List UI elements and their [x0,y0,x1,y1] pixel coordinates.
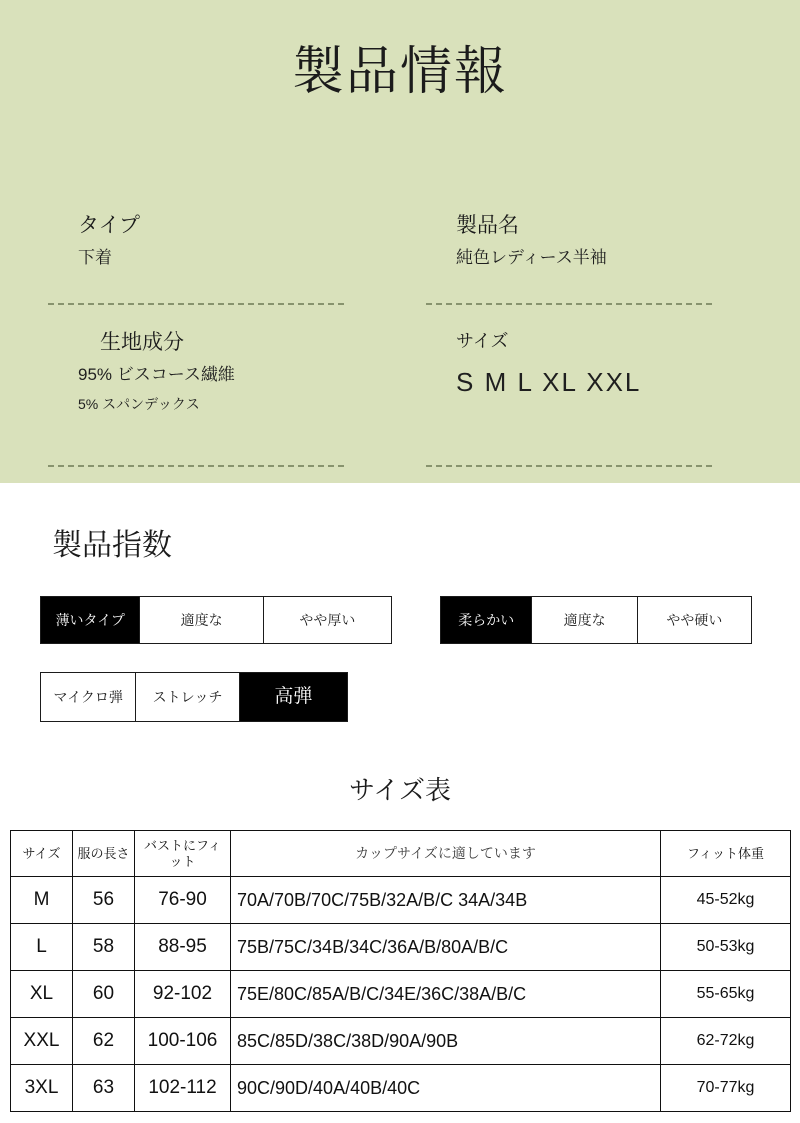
page-title: 製品情報 [291,43,508,101]
elasticity-option-micro[interactable]: マイクロ弾 [41,673,136,721]
cell-cup: 75E/80C/85A/B/C/34E/36C/38A/B/C [231,971,661,1018]
softness-option-hard[interactable]: やや硬い [666,611,723,628]
info-value-name: 純色レディース半袖 [456,248,607,268]
softness-option-moderate[interactable]: 適度な [532,597,637,643]
thickness-option-moderate[interactable]: 適度な [140,597,263,643]
divider-left-2 [48,465,344,467]
info-block-type [78,213,378,270]
product-index-title: 製品指数 [52,529,172,562]
cell-length: 60 [73,971,135,1018]
cell-length: 56 [73,877,135,924]
cell-weight: 70-77kg [661,1065,791,1112]
cell-size: L [11,924,73,971]
thickness-option-thick[interactable]: やや厚い [299,611,356,628]
softness-meter [440,596,752,644]
cell-cup: 90C/90D/40A/40B/40C [231,1065,661,1112]
info-value-fabric-1: 95% ビスコース繊維 [78,365,235,385]
info-label-fabric: 生地成分 [100,331,184,354]
table-row [11,924,791,971]
info-block-size [456,330,756,400]
cell-size: XXL [11,1018,73,1065]
cell-cup: 75B/75C/34B/34C/36A/B/80A/B/C [231,924,661,971]
cell-size: XL [11,971,73,1018]
cell-size: 3XL [11,1065,73,1112]
header-bust: バストにフィット [135,831,231,877]
cell-weight: 50-53kg [661,924,791,971]
info-block-fabric [78,330,400,414]
cell-weight: 62-72kg [661,1018,791,1065]
info-value-type: 下着 [78,248,112,268]
elasticity-option-stretch[interactable]: ストレッチ [136,673,239,721]
elasticity-option-high[interactable]: 高弾 [240,673,347,721]
cell-cup: 85C/85D/38C/38D/90A/90B [231,1018,661,1065]
cell-bust: 92-102 [135,971,231,1018]
cell-bust: 76-90 [135,877,231,924]
info-block-name [456,213,756,270]
divider-left-1 [48,303,344,305]
cell-length: 62 [73,1018,135,1065]
table-row [11,1065,791,1112]
cell-size: M [11,877,73,924]
table-row [11,1018,791,1065]
elasticity-meter [40,672,348,722]
divider-right-2 [426,465,712,467]
cell-bust: 100-106 [135,1018,231,1065]
softness-option-soft[interactable]: 柔らかい [441,597,532,643]
thickness-meter [40,596,392,644]
info-value-fabric-2: 5% スパンデックス [78,396,200,413]
cell-bust: 88-95 [135,924,231,971]
header-length: 服の長さ [73,831,135,877]
table-row [11,971,791,1018]
header-cup: カップサイズに適しています [231,831,661,877]
cell-length: 58 [73,924,135,971]
product-info-panel [0,0,800,483]
info-label-type: タイプ [78,214,140,237]
thickness-option-thin[interactable]: 薄いタイプ [41,597,140,643]
divider-right-1 [426,303,712,305]
cell-length: 63 [73,1065,135,1112]
table-header-row [11,831,791,877]
header-size: サイズ [11,831,73,877]
cell-bust: 102-112 [135,1065,231,1112]
table-row [11,877,791,924]
info-label-name: 製品名 [456,214,519,237]
info-label-size: サイズ [456,331,509,351]
cell-weight: 55-65kg [661,971,791,1018]
cell-cup: 70A/70B/70C/75B/32A/B/C 34A/34B [231,877,661,924]
size-table-title: サイズ表 [349,775,451,805]
size-table [10,830,791,1112]
info-value-size: S M L XL XXL [456,366,642,397]
cell-weight: 45-52kg [661,877,791,924]
header-weight: フィット体重 [661,831,791,877]
